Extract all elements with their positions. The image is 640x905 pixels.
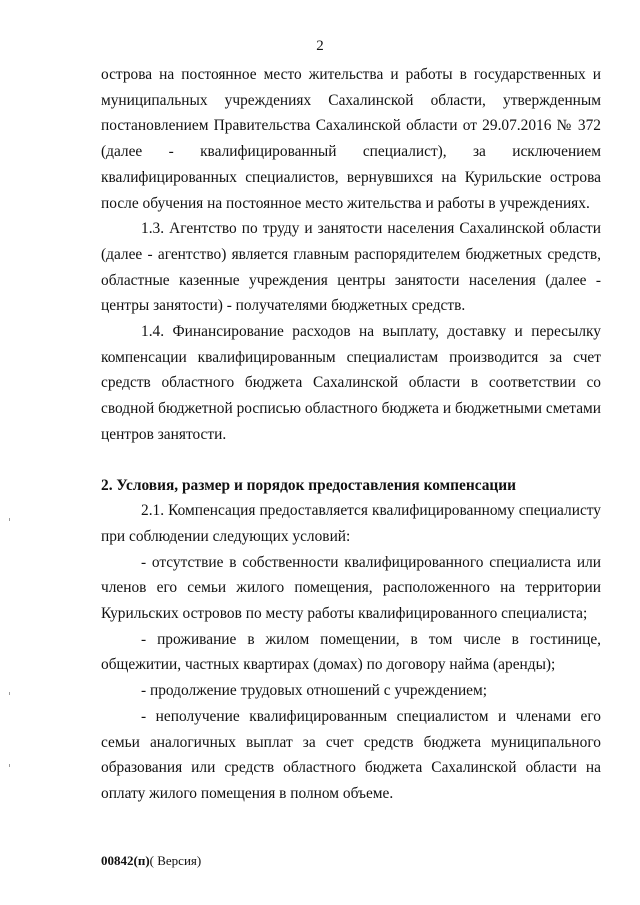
document-code: 00842(п) [101,853,150,868]
condition-item: - неполучение квалифицированным специалистом и членами его семьи аналогичных выплат за счет средств бюджета муниципального образования или средств областного бюджета Сахалинской области на оплату жилого помещения в полном объеме. [101,707,601,802]
condition-item: - продолжение трудовых отношений с учреждением; [141,682,488,700]
condition-item: - отсутствие в собственности квалифицированного специалиста или членов его семьи жилого помещения, расположенного на территории Курильских островов по месту работы квалифицированного специалиста; [101,553,601,623]
document-body [101,62,601,807]
document-version: ( Версия) [149,853,202,868]
page-number: 2 [316,38,324,54]
paragraph-1-3: 1.3. Агентство по труду и занятости населения Сахалинской области (далее - агентство) является главным распорядителем бюджетных средств, областные казенные учреждения центры занятости населения (далее - центры занятости) - получателями бюджетных средств. [101,220,601,315]
scan-margin-mark [9,764,10,767]
paragraph-continuation: острова на постоянное место жительства и работы в государственных и муниципальных учреждениях Сахалинской области, утвержденным постановлением Правительства Сахалинской области от 29.07.2016 № 372 (далее - квалифицированный специалист), за исключением квалифицированных специалистов, вернувшихся на Курильские острова после обучения на постоянное место жительства и работы в учреждениях. [101,66,601,212]
section-2-heading: 2. Условия, размер и порядок предоставления компенсации [101,476,517,494]
paragraph-1-4: 1.4. Финансирование расходов на выплату, доставку и пересылку компенсации квалифицированным специалистам производится за счет средств областного бюджета Сахалинской области в соответствии со сводной бюджетной росписью областного бюджета и бюджетными сметами центров занятости. [101,323,601,443]
scan-margin-mark [9,692,10,695]
condition-item: - проживание в жилом помещении, в том числе в гостинице, общежитии, частных квартирах (домах) по договору найма (аренды); [101,630,601,674]
paragraph-2-1: 2.1. Компенсация предоставляется квалифицированному специалисту при соблюдении следующих условий: [101,502,601,545]
section-spacer [101,448,601,473]
scan-margin-mark [9,518,10,521]
document-footer [101,853,201,869]
